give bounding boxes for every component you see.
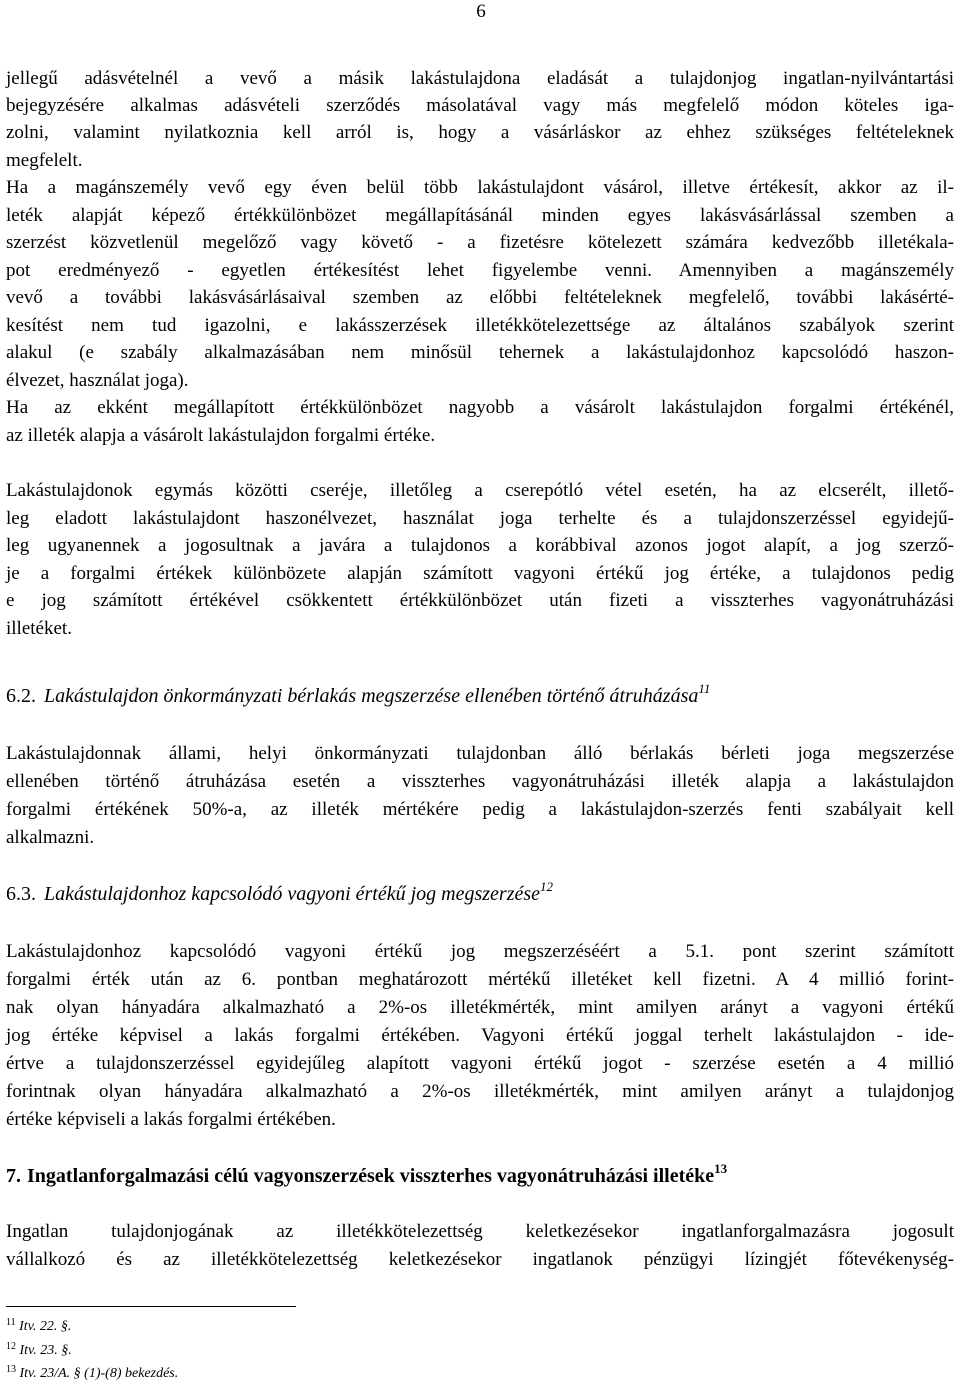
heading-number: 6.2. xyxy=(6,685,36,707)
text-line: vevő a további lakásvásárlásaival szemben az előbbi feltételeknek megfelelő, további lakásérté- xyxy=(6,287,954,308)
footnote-item xyxy=(6,1318,71,1336)
heading-number: 6.3. xyxy=(6,883,36,905)
heading-title: Lakástulajdonhoz kapcsolódó vagyoni értékű jog megszerzése xyxy=(44,883,541,905)
text-line: élvezet, használat joga). xyxy=(6,370,189,391)
footnote-number: 11 xyxy=(6,1317,16,1328)
text-line: kesítést nem tud igazolni, e lakásszerzések illetékkötelezettsége az általános szabályok szerint xyxy=(6,315,954,336)
text-line: leg ugyanennek a jogosultnak a javára a tulajdonos a korábbival azonos jogot alapít, a jog szerző- xyxy=(6,535,954,556)
text-line: forgalmi értékének 50%-a, az illeték mértékére pedig a lakástulajdon-szerzés fenti szabályait kell xyxy=(6,799,954,820)
text-line: e jog számított értékével csökkentett értékkülönbözet után fizeti a visszterhes vagyonátruházási xyxy=(6,590,954,611)
text-line: Lakástulajdonok egymás közötti cseréje, illetőleg a cserepótló vétel esetén, ha az elcserélt, illető- xyxy=(6,480,954,501)
footnote-item xyxy=(6,1365,178,1383)
heading-title: Lakástulajdon önkormányzati bérlakás megszerzése ellenében történő átruházása xyxy=(44,685,699,707)
footnote-item xyxy=(6,1342,72,1360)
text-line: Ha az ekként megállapított értékkülönbözet nagyobb a vásárolt lakástulajdon forgalmi értékénél, xyxy=(6,397,954,418)
text-line: értve a tulajdonszerzéssel egyidejűleg alapított vagyoni értékű jogot - szerzése esetén a 4 millió xyxy=(6,1053,954,1074)
text-line: Ingatlan tulajdonjogának az illetékkötelezettség keletkezésekor ingatlanforgalmazásra jogosult xyxy=(6,1221,954,1242)
text-line: Lakástulajdonhoz kapcsolódó vagyoni értékű jog megszerzéséért a 5.1. pont szerint számított xyxy=(6,941,954,962)
text-line: alkalmazni. xyxy=(6,827,95,848)
footnote-number: 12 xyxy=(6,1341,16,1352)
text-line: nak olyan hányadára alkalmazható a 2%-os illetékmérték, mint amilyen arányt a vagyoni értékű xyxy=(6,997,954,1018)
text-line: leg eladott lakástulajdont haszonélvezet, használat joga terhelte és a tulajdonszerzéssel egyidejű- xyxy=(6,508,954,529)
footnote-divider xyxy=(6,1306,296,1307)
text-line: jog értéke képvisel a lakás forgalmi értékében. Vagyoni értékű joggal terhelt lakástulajdon - ide- xyxy=(6,1025,954,1046)
text-line: illetéket. xyxy=(6,618,72,639)
heading-title: Ingatlanforgalmazási célú vagyonszerzések visszterhes vagyonátruházási illetéke xyxy=(27,1165,715,1187)
text-line: forintnak olyan hányadára alkalmazható a 2%-os illetékmérték, mint amilyen arányt a tulajdonjog xyxy=(6,1081,954,1102)
text-line: forgalmi érték után az 6. pontban meghatározott mértékű illetéket kell fizetni. A 4 millió forint- xyxy=(6,969,954,990)
page-number: 6 xyxy=(476,1,486,22)
heading-number: 7. xyxy=(6,1165,21,1187)
text-line: szerzést közvetlenül megelőző vagy követő - a fizetésre kötelezett számára kedvezőbb illetékala- xyxy=(6,232,954,253)
text-line: pot eredményező - egyetlen értékesítést lehet figyelembe venni. Amennyiben a magánszemély xyxy=(6,260,954,281)
text-line: alakul (e szabály alkalmazásában nem minősül tehernek a lakástulajdonhoz kapcsolódó haszon- xyxy=(6,342,954,363)
footnote-ref[interactable]: 11 xyxy=(698,681,711,696)
section-heading-7 xyxy=(6,1163,727,1189)
footnote-ref[interactable]: 13 xyxy=(714,1161,728,1176)
text-line: az illeték alapja a vásárolt lakástulajdon forgalmi értéke. xyxy=(6,425,436,446)
text-line: jellegű adásvételnél a vevő a másik lakástulajdona eladását a tulajdonjog ingatlan-nyilvántartási xyxy=(6,68,954,89)
text-line: Ha a magánszemély vevő egy éven belül több lakástulajdont vásárol, illetve értékesít, akkor az il- xyxy=(6,177,954,198)
text-line: Lakástulajdonnak állami, helyi önkormányzati tulajdonban álló bérlakás bérleti joga megszerzése xyxy=(6,743,954,764)
text-line: leték alapját képező értékkülönbözet megállapításánál minden egyes lakásvásárlással szemben a xyxy=(6,205,954,226)
section-heading-6-3 xyxy=(6,881,553,907)
section-heading-6-2 xyxy=(6,683,710,709)
footnote-number: 13 xyxy=(6,1364,16,1375)
text-line: vállalkozó és az illetékkötelezettség keletkezésekor ingatlanok pénzügyi lízingjét főtevékenység- xyxy=(6,1249,954,1270)
footnote-ref[interactable]: 12 xyxy=(540,879,554,894)
footnote-text: Itv. 23. §. xyxy=(19,1343,72,1358)
text-line: zolni, valamint nyilatkoznia kell arról is, hogy a vásárláskor az ehhez szükséges feltételeknek xyxy=(6,122,954,143)
text-line: ellenében történő átruházása esetén a visszterhes vagyonátruházási illeték alapja a lakástulajdon xyxy=(6,771,954,792)
text-line: je a forgalmi értékek különbözete alapján számított vagyoni értékű jog értéke, a tulajdonos pedig xyxy=(6,563,954,584)
footnote-text: Itv. 23/A. § (1)-(8) bekezdés. xyxy=(19,1366,179,1381)
text-line: bejegyzésére alkalmas adásvételi szerződés másolatával vagy más megfelelő módon köteles iga- xyxy=(6,95,954,116)
text-line: megfelelt. xyxy=(6,150,83,171)
text-line: értéke képviseli a lakás forgalmi értékében. xyxy=(6,1109,336,1130)
footnote-text: Itv. 22. §. xyxy=(19,1319,72,1334)
